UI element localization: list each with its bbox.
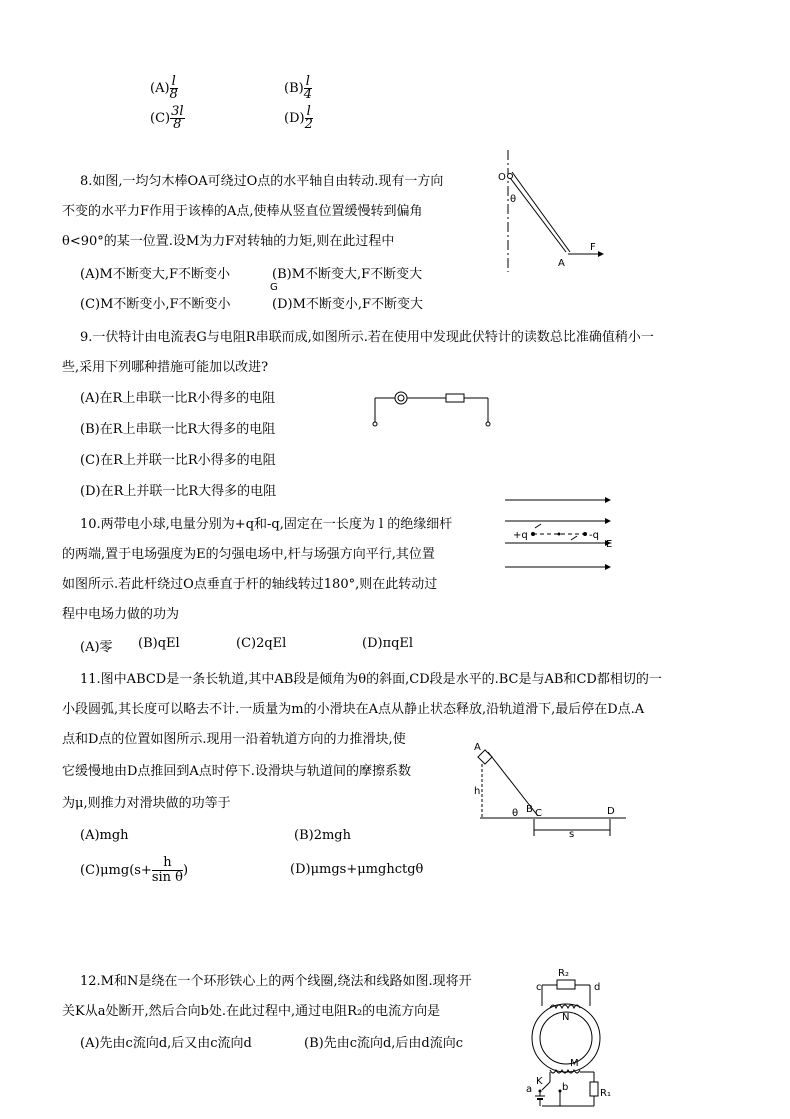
q12-label-c: c (536, 982, 542, 993)
q8-label-f: F (590, 242, 596, 253)
q11-stem-line1: 11.图中ABCD是一条长轨道,其中AB段是倾角为θ的斜面,CD段是水平的.BC是与AB和CD都相切的一 (80, 672, 662, 687)
q9-galvanometer-label: G (270, 282, 278, 293)
q10-option-d[interactable]: (D)πqEl (362, 636, 414, 651)
q8-stem-line2: 不变的水平力F作用于该棒的A点,使棒从竖直位置缓慢转到偏角 (62, 204, 423, 219)
q11-option-a[interactable]: (A)mgh (80, 828, 129, 843)
q9-option-d[interactable]: (D)在R上并联一比R大得多的电阻 (80, 484, 277, 499)
q7-option-d[interactable]: (D) $\frac{l}{2}$ (284, 104, 313, 132)
q9-option-a[interactable]: (A)在R上串联一比R小得多的电阻 (80, 391, 276, 406)
q9-stem-line1: 9.一伏特计由电流表G与电阻R串联而成,如图所示.若在使用中发现此伏特计的读数总比准确值稍小一 (80, 330, 654, 345)
q10-field-figure (505, 494, 620, 574)
q12-option-b[interactable]: (B)先由c流向d,后由d流向c (304, 1036, 464, 1051)
q8-option-c[interactable]: (C)M不断变小,F不断变小 (80, 297, 231, 312)
q12-label-k: K (536, 1076, 543, 1087)
q12-switch-k (542, 1082, 550, 1090)
q11-stem-line2: 小段圆弧,其长度可以略去不计.一质量为m的小滑块在A点从静止状态释放,沿轨道滑下,最后停在D点.A (62, 702, 645, 717)
q12-resistor-r2 (557, 980, 575, 989)
q10-stem-line1: 10.两带电小球,电量分别为+q和-q,固定在一长度为 l 的绝缘细杆 (80, 517, 453, 532)
q9-terminal (373, 422, 377, 426)
q7-option-a-fraction: $\frac{l}{8}$ (169, 74, 178, 102)
q8-pivot (508, 174, 513, 179)
q10-option-a[interactable]: (A)零 (80, 640, 113, 655)
q11-option-d[interactable]: (D)μmgs+μmghctgθ (290, 862, 424, 877)
q10-charge-plus (531, 532, 535, 536)
q10-charge-minus (583, 532, 587, 536)
q11-stem-line5: 为μ,则推力对滑块做的功等于 (62, 796, 231, 811)
q8-stem-line3: θ<90°的某一位置.设M为力F对转轴的力矩,则在此过程中 (62, 234, 395, 249)
q10-label-minus-q: -q (589, 530, 599, 541)
q8-label-a: A (558, 258, 565, 269)
q10-arrowhead (605, 564, 611, 570)
q11-label-s: s (569, 829, 575, 840)
q11-incline-figure (466, 740, 631, 840)
q9-stem-line2: 些,采用下列哪种措施可能加以改进? (62, 360, 269, 375)
q12-label-a: a (526, 1084, 533, 1095)
q12-label-r2: R₂ (558, 968, 569, 979)
q12-label-m: M (570, 1058, 579, 1069)
q9-option-c[interactable]: (C)在R上并联一比R小得多的电阻 (80, 453, 276, 468)
q11-label-b: B (526, 804, 533, 815)
q8-label-theta: θ (510, 194, 517, 205)
q12-label-r1: R₁ (600, 1088, 611, 1099)
q10-force-arrow (535, 524, 541, 528)
q11-option-c-fraction: $\frac{h}{\text{sin θ}}$ (151, 855, 183, 885)
q10-label-plus-q: +q (513, 530, 528, 541)
q8-force-arrowhead (598, 251, 604, 257)
q11-stem-line3: 点和D点的位置如图所示.现用一沿着轨道方向的力推滑块,使 (62, 732, 406, 747)
q11-label-c: C (535, 808, 542, 819)
q8-rod-edge (512, 172, 570, 252)
q12-label-d: d (594, 982, 601, 993)
q10-arrowhead (605, 497, 611, 503)
q8-rod-edge (508, 175, 566, 252)
q10-arrowhead (605, 518, 611, 524)
q10-option-b[interactable]: (B)qEl (138, 636, 180, 651)
q7-option-b-fraction: $\frac{l}{4}$ (303, 74, 312, 102)
q10-force-arrow (571, 536, 577, 540)
q11-label-theta: θ (512, 808, 519, 819)
q12-stem-line1: 12.M和N是绕在一个环形铁心上的两个线圈,绕法和线路如图.现将开 (80, 974, 472, 989)
q11-label-a: A (474, 742, 481, 753)
q11-label-d: D (607, 806, 615, 817)
q11-option-b[interactable]: (B)2mgh (294, 828, 351, 843)
q7-option-b[interactable]: (B) $\frac{l}{4}$ (284, 74, 312, 102)
q7-option-a[interactable]: (A) $\frac{l}{8}$ (150, 74, 178, 102)
q8-option-d[interactable]: (D)M不断变小,F不断变大 (272, 297, 424, 312)
q12-option-a[interactable]: (A)先由c流向d,后又由c流向d (80, 1036, 252, 1051)
q10-option-c[interactable]: (C)2qEl (236, 636, 287, 651)
q7-option-c[interactable]: (C) $\frac{3l}{8}$ (150, 104, 184, 132)
q9-galvanometer-g (395, 392, 407, 404)
q12-resistor-r1 (590, 1082, 598, 1096)
q7-option-c-fraction: $\frac{3l}{8}$ (171, 104, 184, 132)
q8-stem-line1: 8.如图,一均匀木棒OA可绕过O点的水平轴自由转动.现有一方向 (80, 174, 444, 189)
q9-resistor-r (446, 394, 464, 402)
q10-stem-line3: 如图所示.若此杆绕过O点垂直于杆的轴线转过180°,则在此转动过 (62, 577, 438, 592)
q12-coil-figure (522, 960, 618, 1112)
q11-option-c[interactable]: (C)μmg(s+ $\frac{h}{\text{sin θ}}$ ) (80, 855, 189, 885)
q8-rod-figure (490, 150, 610, 275)
q9-option-b[interactable]: (B)在R上串联一比R大得多的电阻 (80, 422, 276, 437)
q9-terminal (486, 422, 490, 426)
q11-label-h: h (474, 786, 481, 797)
q8-option-a[interactable]: (A)M不断变大,F不断变小 (80, 267, 230, 282)
q10-stem-line2: 的两端,置于电场强度为E的匀强电场中,杆与场强方向平行,其位置 (62, 547, 435, 562)
q11-stem-line4: 它缓慢地由D点推回到A点时停下.设滑块与轨道间的摩擦系数 (62, 764, 411, 779)
q10-label-e: E (606, 539, 613, 550)
q10-point-o (558, 533, 561, 536)
q12-label-b: b (562, 1082, 569, 1093)
q8-option-b[interactable]: (B)M不断变大,F不断变大 (272, 267, 423, 282)
q12-label-n: N (562, 1012, 570, 1023)
q8-label-o: O (498, 172, 506, 183)
q10-stem-line4: 程中电场力做的功为 (62, 607, 180, 622)
q7-option-d-fraction: $\frac{l}{2}$ (304, 104, 313, 132)
q12-stem-line2: 关K从a处断开,然后合向b处.在此过程中,通过电阻R₂的电流方向是 (62, 1004, 441, 1019)
